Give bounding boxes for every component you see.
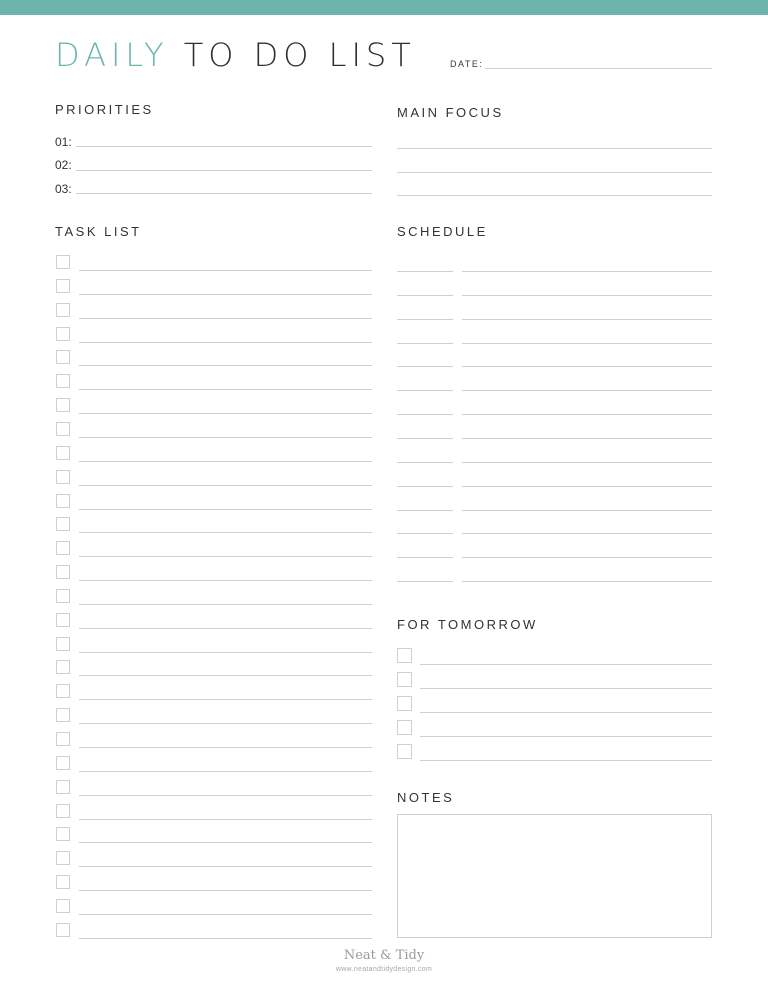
task-line[interactable]	[79, 342, 372, 343]
schedule-entry-line[interactable]	[462, 581, 712, 582]
task-checkbox[interactable]	[56, 732, 70, 746]
task-line[interactable]	[79, 914, 372, 915]
priority-number-3: 03:	[55, 182, 72, 196]
top-accent-bar	[0, 0, 768, 15]
tomorrow-line[interactable]	[420, 736, 712, 737]
tomorrow-line[interactable]	[420, 760, 712, 761]
schedule-heading: SCHEDULE	[397, 224, 488, 239]
task-checkbox[interactable]	[56, 804, 70, 818]
schedule-time-line[interactable]	[397, 581, 453, 582]
priority-number-1: 01:	[55, 135, 72, 149]
task-checkbox[interactable]	[56, 255, 70, 269]
schedule-entry-line[interactable]	[462, 390, 712, 391]
title-accent: DAILY	[55, 36, 169, 74]
task-checkbox[interactable]	[56, 565, 70, 579]
task-line[interactable]	[79, 699, 372, 700]
schedule-time-line[interactable]	[397, 533, 453, 534]
brand-url: www.neatandtidydesign.com	[335, 966, 433, 973]
priority-line-3[interactable]	[76, 193, 372, 194]
task-line[interactable]	[79, 628, 372, 629]
task-checkbox[interactable]	[56, 851, 70, 865]
task-checkbox[interactable]	[56, 899, 70, 913]
task-line[interactable]	[79, 819, 372, 820]
task-line[interactable]	[79, 270, 372, 271]
tomorrow-checkbox[interactable]	[397, 696, 412, 711]
task-line[interactable]	[79, 413, 372, 414]
schedule-time-line[interactable]	[397, 557, 453, 558]
task-checkbox[interactable]	[56, 517, 70, 531]
schedule-entry-line[interactable]	[462, 271, 712, 272]
schedule-entry-line[interactable]	[462, 319, 712, 320]
task-line[interactable]	[79, 509, 372, 510]
task-checkbox[interactable]	[56, 446, 70, 460]
date-field[interactable]	[485, 68, 712, 69]
task-line[interactable]	[79, 556, 372, 557]
task-checkbox[interactable]	[56, 541, 70, 555]
schedule-time-line[interactable]	[397, 271, 453, 272]
task-checkbox[interactable]	[56, 374, 70, 388]
task-checkbox[interactable]	[56, 923, 70, 937]
task-line[interactable]	[79, 532, 372, 533]
schedule-time-line[interactable]	[397, 390, 453, 391]
task-line[interactable]	[79, 294, 372, 295]
task-line[interactable]	[79, 866, 372, 867]
task-checkbox[interactable]	[56, 827, 70, 841]
task-checkbox[interactable]	[56, 589, 70, 603]
priority-line-2[interactable]	[76, 170, 372, 171]
notes-heading: NOTES	[397, 790, 455, 805]
page-title	[55, 36, 416, 74]
task-checkbox[interactable]	[56, 756, 70, 770]
schedule-entry-line[interactable]	[462, 366, 712, 367]
task-line[interactable]	[79, 795, 372, 796]
task-line[interactable]	[79, 842, 372, 843]
schedule-entry-line[interactable]	[462, 510, 712, 511]
task-checkbox[interactable]	[56, 422, 70, 436]
schedule-entry-line[interactable]	[462, 295, 712, 296]
task-checkbox[interactable]	[56, 637, 70, 651]
main-focus-line-3[interactable]	[397, 195, 712, 196]
schedule-entry-line[interactable]	[462, 438, 712, 439]
schedule-entry-line[interactable]	[462, 462, 712, 463]
task-checkbox[interactable]	[56, 684, 70, 698]
task-checkbox[interactable]	[56, 875, 70, 889]
schedule-entry-line[interactable]	[462, 486, 712, 487]
task-line[interactable]	[79, 675, 372, 676]
task-line[interactable]	[79, 771, 372, 772]
task-line[interactable]	[79, 485, 372, 486]
tomorrow-checkbox[interactable]	[397, 648, 412, 663]
brand-logo: Neat & Tidy	[343, 948, 425, 963]
task-line[interactable]	[79, 652, 372, 653]
schedule-entry-line[interactable]	[462, 343, 712, 344]
schedule-time-line[interactable]	[397, 295, 453, 296]
task-line[interactable]	[79, 723, 372, 724]
task-line[interactable]	[79, 580, 372, 581]
tomorrow-line[interactable]	[420, 712, 712, 713]
tomorrow-line[interactable]	[420, 688, 712, 689]
tomorrow-checkbox[interactable]	[397, 672, 412, 687]
priority-line-1[interactable]	[76, 146, 372, 147]
task-line[interactable]	[79, 437, 372, 438]
schedule-time-line[interactable]	[397, 366, 453, 367]
main-focus-line-1[interactable]	[397, 148, 712, 149]
schedule-time-line[interactable]	[397, 486, 453, 487]
task-line[interactable]	[79, 318, 372, 319]
schedule-time-line[interactable]	[397, 510, 453, 511]
tomorrow-checkbox[interactable]	[397, 744, 412, 759]
schedule-time-line[interactable]	[397, 343, 453, 344]
task-checkbox[interactable]	[56, 660, 70, 674]
task-checkbox[interactable]	[56, 494, 70, 508]
priority-number-2: 02:	[55, 158, 72, 172]
task-checkbox[interactable]	[56, 398, 70, 412]
task-list-heading: TASK LIST	[55, 224, 142, 239]
task-checkbox[interactable]	[56, 708, 70, 722]
task-checkbox[interactable]	[56, 279, 70, 293]
task-checkbox[interactable]	[56, 470, 70, 484]
schedule-entry-line[interactable]	[462, 533, 712, 534]
tomorrow-checkbox[interactable]	[397, 720, 412, 735]
priorities-heading: PRIORITIES	[55, 102, 154, 117]
schedule-time-line[interactable]	[397, 319, 453, 320]
schedule-time-line[interactable]	[397, 438, 453, 439]
main-focus-line-2[interactable]	[397, 172, 712, 173]
schedule-entry-line[interactable]	[462, 414, 712, 415]
task-line[interactable]	[79, 365, 372, 366]
task-checkbox[interactable]	[56, 613, 70, 627]
task-line[interactable]	[79, 389, 372, 390]
date-label: DATE:	[450, 59, 484, 69]
task-line[interactable]	[79, 747, 372, 748]
schedule-time-line[interactable]	[397, 462, 453, 463]
task-line[interactable]	[79, 938, 372, 939]
tomorrow-line[interactable]	[420, 664, 712, 665]
schedule-time-line[interactable]	[397, 414, 453, 415]
task-checkbox[interactable]	[56, 327, 70, 341]
task-line[interactable]	[79, 461, 372, 462]
task-checkbox[interactable]	[56, 350, 70, 364]
title-rest: TO DO LIST	[183, 36, 416, 74]
task-checkbox[interactable]	[56, 780, 70, 794]
task-checkbox[interactable]	[56, 303, 70, 317]
for-tomorrow-heading: FOR TOMORROW	[397, 617, 538, 632]
task-line[interactable]	[79, 604, 372, 605]
notes-box[interactable]	[397, 814, 712, 938]
main-focus-heading: MAIN FOCUS	[397, 105, 504, 120]
schedule-entry-line[interactable]	[462, 557, 712, 558]
task-line[interactable]	[79, 890, 372, 891]
